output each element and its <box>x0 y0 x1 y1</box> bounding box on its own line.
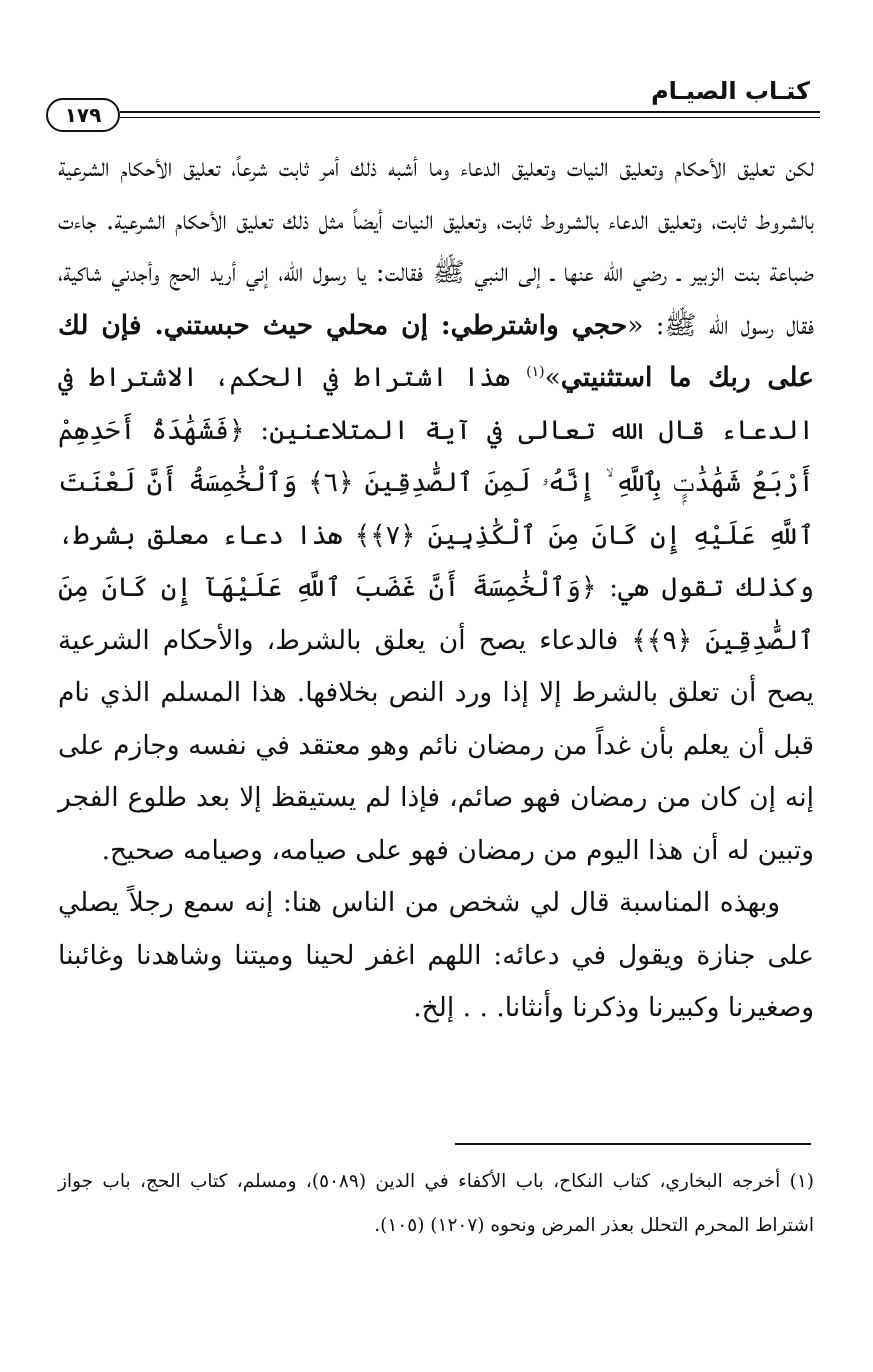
page-header <box>46 70 820 126</box>
chapter-title: كتـاب الصيـام <box>651 77 810 105</box>
text-run: هذا اشتراط في الحكم، الاشتراط في الدعاء قال الله تعالى في آية المتلاعنين: <box>58 362 814 446</box>
paragraph-2: وبهذه المناسبة قال لي شخص من الناس هنا: إنه سمع رجلاً يصلي على جنازة ويقول في دعائه: اللهم اغفر لحينا وميتنا وشاهدنا وغائبنا وصغيرنا وكبيرنا وذكرنا وأنثانا. . . إلخ. <box>58 887 814 1023</box>
header-rule-thin <box>120 117 820 118</box>
footnote-reference[interactable]: (١) <box>526 364 545 381</box>
quran-verse: ﴿فَشَهَٰدَةُ أَحَدِهِمْ أَرْبَعُ شَهَٰدَٰتٍۭ بِٱللَّهِ ۙ إِنَّهُۥ لَمِنَ ٱلصَّٰدِقِينَ ﴿٦﴾ وَٱلْخَٰمِسَةُ أَنَّ لَعْنَتَ ٱللَّهِ عَلَيْهِ إِن كَانَ مِنَ ٱلْكَٰذِبِينَ ﴿٧﴾﴾ <box>58 414 815 551</box>
quran-verse: ﴿وَٱلْخَٰمِسَةَ أَنَّ غَضَبَ ٱللَّهِ عَلَيْهَآ إِن كَانَ مِنَ ٱلصَّٰدِقِينَ ﴿٩﴾﴾ <box>58 572 814 656</box>
paragraph-1 <box>58 142 814 877</box>
footnote-divider <box>455 1143 811 1145</box>
hadith-quote: حجي واشترطي: إن محلي حيث حبستني. فإن لك على ربك ما استثنيتي <box>58 309 814 393</box>
footnote: (١) أخرجه البخاري، كتاب النكاح، باب الأكفاء في الدين (٥٠٨٩)، ومسلم، كتاب الحج، باب جواز اشتراط المحرم التحلل بعذر المرض ونحوه (١٢٠٧) (١٠٥). <box>58 1171 814 1236</box>
text-run: هذا دعاء معلق بشرط، وكذلك تقول هي: <box>58 519 815 603</box>
page-number: ١٧٩ <box>46 98 120 132</box>
header-rule <box>120 111 820 113</box>
text-run: لكن تعليق الأحكام وتعليق النيات وتعليق الدعاء وما أشبه ذلك أمر ثابت شرعاً، تعليق الأحكام الشرعية بالشروط ثابت، وتعليق الدعاء بالشروط ثابت، وتعليق النيات أيضاً مثل ذلك تعليق الأحكام الشرعية. جاءت ضباعة بنت الزبير ـ رضي الله عنها ـ إلى النبي ﷺ فقالت: يا رسول الله، إني أريد الحج وأجدني شاكية، فقال رسول الله ﷺ: « <box>58 152 814 341</box>
main-text <box>58 142 814 1035</box>
text-run: فالدعاء يصح أن يعلق بالشرط، والأحكام الشرعية يصح أن تعلق بالشرط إلا إذا ورد النص بخلافها. هذا المسلم الذي نام قبل أن يعلم بأن غداً من رمضان نائم وهو معتقد في نفسه وجازم على إنه إن كان من رمضان فهو صائم، فإذا لم يستيقظ إلا بعد طلوع الفجر وتبين له أن هذا اليوم من رمضان فهو على صيامه، وصيامه صحيح. <box>58 624 814 866</box>
text-run: » <box>544 362 561 393</box>
